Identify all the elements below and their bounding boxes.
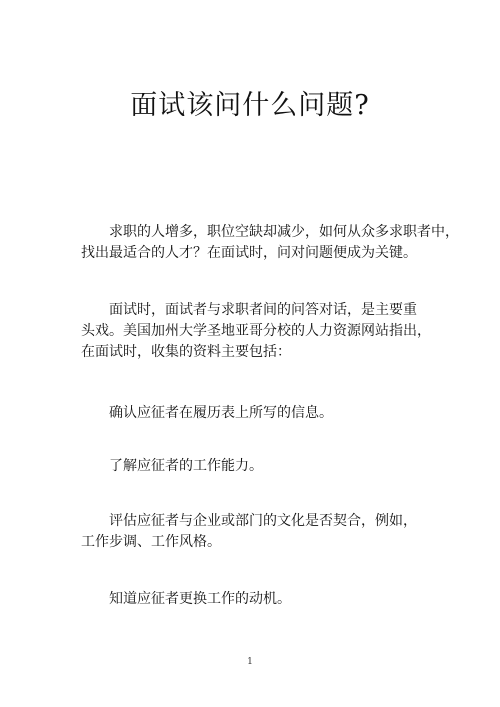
document-title: 面试该问什么问题?: [130, 90, 370, 121]
paragraph-line: 求职的人增多，职位空缺却减少，如何从众多求职者中，: [81, 224, 459, 240]
paragraph-line: 在面试时，收集的资料主要包括：: [81, 344, 291, 360]
paragraph-line: 确认应征者在履历表上所写的信息。: [81, 405, 333, 421]
paragraph-1: [81, 222, 459, 264]
paragraph-2: [81, 300, 431, 363]
paragraph-5: [81, 511, 431, 553]
paragraph-line: 工作步调、工作风格。: [81, 534, 221, 550]
paragraph-3: [81, 403, 431, 424]
paragraph-line: 知道应征者更换工作的动机。: [81, 591, 291, 607]
paragraph-line: 面试时，面试者与求职者间的问答对话，是主要重: [81, 302, 417, 318]
page-number: 1: [247, 657, 253, 667]
paragraph-line: 头戏。美国加州大学圣地亚哥分校的人力资源网站指出，: [81, 323, 431, 339]
paragraph-line: 了解应征者的工作能力。: [81, 458, 263, 474]
paragraph-line: 找出最适合的人才？在面试时，问对问题便成为关键。: [81, 245, 417, 261]
paragraph-6: [81, 589, 431, 610]
paragraph-line: 评估应征者与企业或部门的文化是否契合，例如，: [81, 513, 417, 529]
paragraph-4: [81, 456, 431, 477]
